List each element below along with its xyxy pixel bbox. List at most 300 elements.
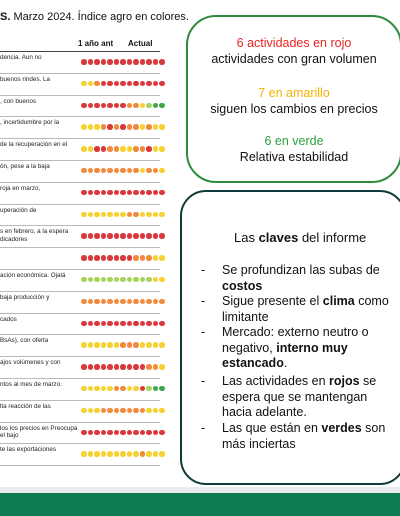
table-row [0, 444, 160, 466]
indicator-dot-yellow [127, 386, 133, 392]
indicator-dot-red [114, 430, 120, 436]
row-indicator-dots [81, 321, 159, 327]
indicator-dot-yellow [94, 386, 100, 392]
indicator-dot-yellow [159, 124, 165, 130]
indicator-dot-orange [140, 255, 146, 261]
indicator-dot-red [81, 364, 87, 370]
indicator-dot-yellow [140, 212, 146, 218]
indicator-dot-yellow [140, 103, 146, 109]
indicator-dot-yellow [133, 386, 139, 392]
row-description: ajos volúmenes y con [0, 359, 61, 367]
indicator-dot-red [146, 321, 152, 327]
indicator-dot-yellow [159, 212, 165, 218]
indicator-dot-red [159, 190, 165, 196]
bullet-text: Las que están en [222, 421, 322, 435]
indicator-dot-yellow [101, 451, 107, 457]
indicator-dot-red [114, 364, 120, 370]
indicator-dot-red [88, 103, 94, 109]
row-indicator-dots [81, 364, 159, 370]
indicator-dot-red [153, 430, 159, 436]
key-findings-box [180, 190, 400, 485]
indicator-dot-orange [114, 124, 120, 130]
bullet-dash: - [201, 374, 206, 388]
indicator-dot-yellow [94, 124, 100, 130]
table-row [0, 270, 160, 292]
indicator-dot-red [107, 124, 113, 130]
indicator-dot-red [114, 233, 120, 239]
indicator-dot-orange [88, 168, 94, 174]
indicator-dot-green [159, 103, 165, 109]
row-indicator-dots [81, 190, 159, 196]
indicator-dot-yellow [159, 408, 165, 414]
heading-pre: Las [234, 230, 259, 245]
indicator-dot-orange [133, 168, 139, 174]
indicator-dot-yellow [114, 342, 120, 348]
indicator-dot-yellow [133, 451, 139, 457]
bullet-bold: clima [322, 294, 355, 308]
indicator-dot-red [107, 81, 113, 87]
indicator-dot-red [127, 255, 133, 261]
row-indicator-dots [81, 408, 159, 414]
indicator-dot-orange [101, 408, 107, 414]
row-indicator-dots [81, 277, 159, 283]
indicator-dot-orange [127, 168, 133, 174]
indicator-dot-yellow [88, 81, 94, 87]
indicator-dot-orange [159, 299, 165, 305]
indicator-dot-red [127, 81, 133, 87]
indicator-dot-red [81, 59, 87, 65]
indicator-dot-orange [133, 103, 139, 109]
indicator-dot-yellow [101, 212, 107, 218]
indicator-dot-red [120, 81, 126, 87]
bullet-bold: rojos [329, 374, 360, 388]
indicator-dot-yellow [153, 408, 159, 414]
indicator-dot-red [120, 255, 126, 261]
indicator-dot-red [94, 430, 100, 436]
indicator-dot-red [114, 103, 120, 109]
indicator-dot-red [127, 59, 133, 65]
indicator-dot-orange [153, 168, 159, 174]
indicator-dot-red [94, 255, 100, 261]
indicator-dot-red [140, 430, 146, 436]
indicator-dot-red [88, 59, 94, 65]
indicator-dot-red [159, 430, 165, 436]
bullet-dash: - [201, 421, 206, 435]
table-row [0, 52, 160, 74]
indicator-dot-orange [107, 146, 113, 152]
indicator-dot-yellow [81, 342, 87, 348]
row-indicator-dots [81, 168, 159, 174]
indicator-dot-red [120, 364, 126, 370]
indicator-dot-red [153, 321, 159, 327]
green-count-label: 6 en verde [264, 134, 324, 148]
indicator-dot-yellow [159, 168, 165, 174]
indicator-dot-red [120, 321, 126, 327]
indicator-dot-orange [140, 146, 146, 152]
row-description: baja producción y [0, 293, 50, 301]
indicator-dot-yellow [146, 342, 152, 348]
indicator-dot-orange [146, 168, 152, 174]
indicator-dot-orange [133, 146, 139, 152]
red-description: actividades con gran volumen [211, 52, 377, 66]
indicator-dot-red [114, 190, 120, 196]
indicator-dot-red [88, 255, 94, 261]
indicator-dot-red [133, 430, 139, 436]
indicator-dot-lightgreen [114, 277, 120, 283]
indicator-dot-orange [133, 212, 139, 218]
indicator-dot-red [120, 233, 126, 239]
indicator-dot-red [88, 430, 94, 436]
indicator-dot-red [94, 233, 100, 239]
indicator-dot-lightgreen [127, 277, 133, 283]
indicator-dot-orange [146, 124, 152, 130]
indicator-dot-orange [81, 299, 87, 305]
table-row [0, 401, 160, 423]
indicator-dot-orange [114, 299, 120, 305]
row-description: de la recuperación en el [0, 141, 68, 149]
table-row [0, 139, 160, 161]
indicator-dot-red [107, 59, 113, 65]
indicator-dot-yellow [153, 277, 159, 283]
indicator-dot-yellow [153, 212, 159, 218]
indicator-dot-red [127, 321, 133, 327]
indicator-dot-red [140, 81, 146, 87]
indicator-dot-red [153, 81, 159, 87]
indicator-dot-red [146, 59, 152, 65]
indicator-dot-yellow [120, 451, 126, 457]
indicator-dot-red [107, 233, 113, 239]
table-header [0, 38, 160, 52]
indicator-dot-red [107, 430, 113, 436]
row-description: te las exportaciones [0, 446, 57, 454]
indicator-dot-lightgreen [120, 277, 126, 283]
row-indicator-dots [81, 103, 159, 109]
indicator-dot-lightgreen [101, 277, 107, 283]
indicator-dot-orange [120, 299, 126, 305]
bullet-text: Las actividades en [222, 374, 330, 388]
indicator-dot-red [88, 190, 94, 196]
indicator-dot-red [146, 190, 152, 196]
indicator-dot-orange [133, 408, 139, 414]
indicator-dot-red [107, 190, 113, 196]
indicator-dot-yellow [88, 212, 94, 218]
indicator-dot-orange [120, 168, 126, 174]
table-row [0, 248, 160, 270]
indicator-dot-yellow [159, 277, 165, 283]
indicator-dot-orange [94, 168, 100, 174]
indicator-dot-yellow [101, 342, 107, 348]
indicator-dot-orange [120, 386, 126, 392]
indicator-dot-yellow [88, 124, 94, 130]
row-indicator-dots [81, 342, 159, 348]
bullet-bold: verdes [321, 421, 362, 435]
bullet-text: Mercado: externo neutro o negativo, [222, 325, 369, 355]
indicator-dot-orange [81, 168, 87, 174]
indicator-dot-orange [114, 146, 120, 152]
indicator-dot-red [101, 59, 107, 65]
key-findings-heading [234, 230, 366, 245]
bullet-text: Se profundizan las subas de [222, 263, 380, 277]
indicator-dot-orange [146, 299, 152, 305]
slide-title-bold: S. [0, 11, 11, 23]
row-indicator-dots [81, 299, 159, 305]
indicator-dot-yellow [114, 212, 120, 218]
indicator-dot-red [146, 81, 152, 87]
indicator-dot-yellow [153, 146, 159, 152]
indicator-dot-red [146, 146, 152, 152]
indicator-dot-red [114, 59, 120, 65]
table-row [0, 226, 160, 248]
indicator-dot-red [127, 233, 133, 239]
indicator-dot-red [133, 190, 139, 196]
bullet-text: se espera que se mantengan hacia adelante. [222, 374, 377, 419]
indicator-dot-red [146, 430, 152, 436]
indicator-dot-yellow [153, 124, 159, 130]
bullet-bold: interno muy estancado [222, 340, 348, 370]
indicator-dot-yellow [94, 342, 100, 348]
row-description: ón, pese a la baja [0, 162, 50, 170]
indicator-dot-red [101, 81, 107, 87]
indicator-dot-orange [140, 408, 146, 414]
indicator-dot-yellow [107, 342, 113, 348]
heading-post: del informe [298, 230, 367, 245]
row-description: uperación de [0, 206, 37, 214]
row-description: lta reacción de las [0, 402, 51, 410]
bullet-dash: - [201, 263, 206, 277]
indicator-dot-orange [133, 299, 139, 305]
row-indicator-dots [81, 212, 159, 218]
indicator-dot-orange [120, 408, 126, 414]
row-indicator-dots [81, 430, 159, 436]
row-indicator-dots [81, 81, 159, 87]
indicator-dot-red [153, 190, 159, 196]
indicator-dot-red [88, 233, 94, 239]
row-indicator-dots [81, 386, 159, 392]
indicator-dot-orange [127, 299, 133, 305]
indicator-dot-red [140, 364, 146, 370]
indicator-dot-yellow [153, 255, 159, 261]
indicator-dot-yellow [81, 212, 87, 218]
indicator-dot-yellow [153, 342, 159, 348]
indicator-dot-yellow [81, 386, 87, 392]
indicator-dot-orange [114, 168, 120, 174]
indicator-dot-green [159, 386, 165, 392]
indicator-dot-red [140, 321, 146, 327]
indicator-dot-yellow [146, 212, 152, 218]
indicator-dot-red [81, 321, 87, 327]
indicator-dot-yellow [88, 451, 94, 457]
indicator-dot-orange [101, 299, 107, 305]
indicator-dot-yellow [94, 408, 100, 414]
indicator-dot-orange [146, 364, 152, 370]
indicator-dot-red [120, 59, 126, 65]
indicator-dot-yellow [153, 451, 159, 457]
indicator-dot-orange [153, 299, 159, 305]
indicator-dot-orange [127, 212, 133, 218]
indicator-dot-orange [88, 299, 94, 305]
indicator-dot-green [153, 103, 159, 109]
indicator-dot-red [114, 255, 120, 261]
indicator-dot-red [133, 59, 139, 65]
indicator-dot-red [120, 190, 126, 196]
indicator-dot-red [107, 255, 113, 261]
table-row [0, 292, 160, 314]
indicator-dot-red [107, 364, 113, 370]
heading-bold: claves [258, 230, 299, 245]
row-description: dencia. Aun no [0, 54, 42, 61]
green-description: Relativa estabilidad [239, 150, 349, 164]
indicator-dot-red [101, 364, 107, 370]
table-row [0, 183, 160, 205]
table-row [0, 423, 160, 445]
indicator-dot-orange [94, 81, 100, 87]
indicator-dot-yellow [146, 451, 152, 457]
indicator-dot-lightgreen [88, 277, 94, 283]
row-description: ación económica. Ojalá [0, 271, 66, 279]
indicator-dot-yellow [81, 124, 87, 130]
indicator-dot-yellow [88, 408, 94, 414]
bullet-dash: - [201, 325, 206, 339]
row-indicator-dots [81, 255, 159, 261]
indicator-dot-red [101, 321, 107, 327]
row-description: cados [0, 315, 17, 323]
indicator-dot-red [81, 190, 87, 196]
indicator-dot-yellow [114, 451, 120, 457]
indicator-dot-orange [127, 342, 133, 348]
row-description: ntos al mes de marzo. [0, 380, 62, 388]
indicator-dot-red [127, 364, 133, 370]
row-indicator-dots [81, 124, 159, 130]
indicator-dot-red [101, 233, 107, 239]
row-indicator-dots [81, 146, 159, 152]
indicator-dot-red [127, 190, 133, 196]
indicator-dot-red [140, 190, 146, 196]
yellow-description: siguen los cambios en precios [210, 102, 378, 116]
row-description: s en febrero, a la espera dicadores [0, 228, 69, 243]
table-row [0, 161, 160, 183]
row-indicator-dots [81, 451, 159, 457]
indicator-dot-red [114, 81, 120, 87]
indicator-dot-yellow [81, 408, 87, 414]
row-indicator-dots [81, 233, 159, 239]
indicator-dot-red [159, 81, 165, 87]
table-row [0, 205, 160, 227]
indicator-dot-orange [133, 124, 139, 130]
indicator-dot-orange [133, 255, 139, 261]
indicator-dot-yellow [146, 408, 152, 414]
indicator-dot-lightgreen [107, 277, 113, 283]
indicator-dot-yellow [107, 386, 113, 392]
indicator-dot-yellow [120, 146, 126, 152]
indicator-dot-red [94, 364, 100, 370]
table-row [0, 357, 160, 379]
indicator-dot-red [120, 124, 126, 130]
indicator-dot-red [94, 146, 100, 152]
indicator-dot-orange [101, 168, 107, 174]
indicator-dot-red [159, 321, 165, 327]
bullet-text: son más inciertas [222, 421, 386, 451]
yellow-count-label: 7 en amarillo [258, 86, 330, 100]
indicator-dot-lightgreen [94, 277, 100, 283]
table-body [0, 52, 160, 466]
indicator-dot-red [153, 233, 159, 239]
indicator-dot-red [133, 321, 139, 327]
indicator-dot-orange [114, 408, 120, 414]
indicator-dot-orange [140, 299, 146, 305]
slide-title [0, 11, 189, 23]
indicator-dot-red [153, 59, 159, 65]
indicator-dot-red [81, 255, 87, 261]
indicator-dot-yellow [140, 124, 146, 130]
bullet-dash: - [201, 294, 206, 308]
indicator-dot-yellow [127, 451, 133, 457]
row-description: BsAs), con oferta [0, 337, 49, 345]
footer-bar [0, 493, 400, 516]
indicator-dot-orange [146, 255, 152, 261]
indicator-dot-red [114, 321, 120, 327]
table-row [0, 335, 160, 357]
indicator-dot-orange [101, 124, 107, 130]
indicator-dot-red [101, 103, 107, 109]
indicator-dot-orange [153, 364, 159, 370]
indicator-dot-yellow [159, 146, 165, 152]
indicator-dot-red [81, 233, 87, 239]
indicator-dot-yellow [101, 386, 107, 392]
indicator-dot-yellow [107, 451, 113, 457]
indicator-dot-yellow [140, 168, 146, 174]
table-row [0, 96, 160, 118]
indicator-dot-yellow [159, 364, 165, 370]
slide-title-text: Marzo 2024. Índice agro en colores. [10, 11, 189, 23]
indicator-dot-red [94, 103, 100, 109]
indicator-dot-lightgreen [140, 277, 146, 283]
indicator-dot-yellow [81, 81, 87, 87]
indicator-dot-red [94, 190, 100, 196]
indicator-dot-yellow [159, 342, 165, 348]
indicator-dot-yellow [107, 212, 113, 218]
indicator-dot-yellow [159, 255, 165, 261]
indicator-dot-red [140, 233, 146, 239]
table-row [0, 117, 160, 139]
column-header-prev-year: 1 año ant [78, 39, 114, 48]
indicator-dot-red [140, 386, 146, 392]
indicator-dot-red [159, 233, 165, 239]
indicator-dot-orange [114, 386, 120, 392]
indicator-dot-orange [127, 124, 133, 130]
row-description: buenos rindes. La [0, 75, 51, 83]
indicator-dot-orange [127, 103, 133, 109]
indicator-dot-red [101, 255, 107, 261]
indicator-dot-orange [127, 408, 133, 414]
indicator-dot-red [81, 103, 87, 109]
indicator-dot-red [133, 81, 139, 87]
indicator-dot-yellow [120, 212, 126, 218]
indicator-dot-yellow [88, 342, 94, 348]
row-description: , con buenos [0, 97, 37, 105]
indicator-dot-red [101, 190, 107, 196]
indicator-dot-orange [120, 342, 126, 348]
indicator-dot-yellow [81, 451, 87, 457]
agro-index-table [0, 38, 160, 466]
summary-box [186, 15, 400, 183]
indicator-dot-yellow [81, 146, 87, 152]
row-description: roja en marzo, [0, 184, 41, 192]
indicator-dot-orange [133, 342, 139, 348]
table-row [0, 379, 160, 401]
indicator-dot-orange [107, 408, 113, 414]
indicator-dot-red [101, 146, 107, 152]
bullet-text: como limitante [222, 294, 389, 324]
